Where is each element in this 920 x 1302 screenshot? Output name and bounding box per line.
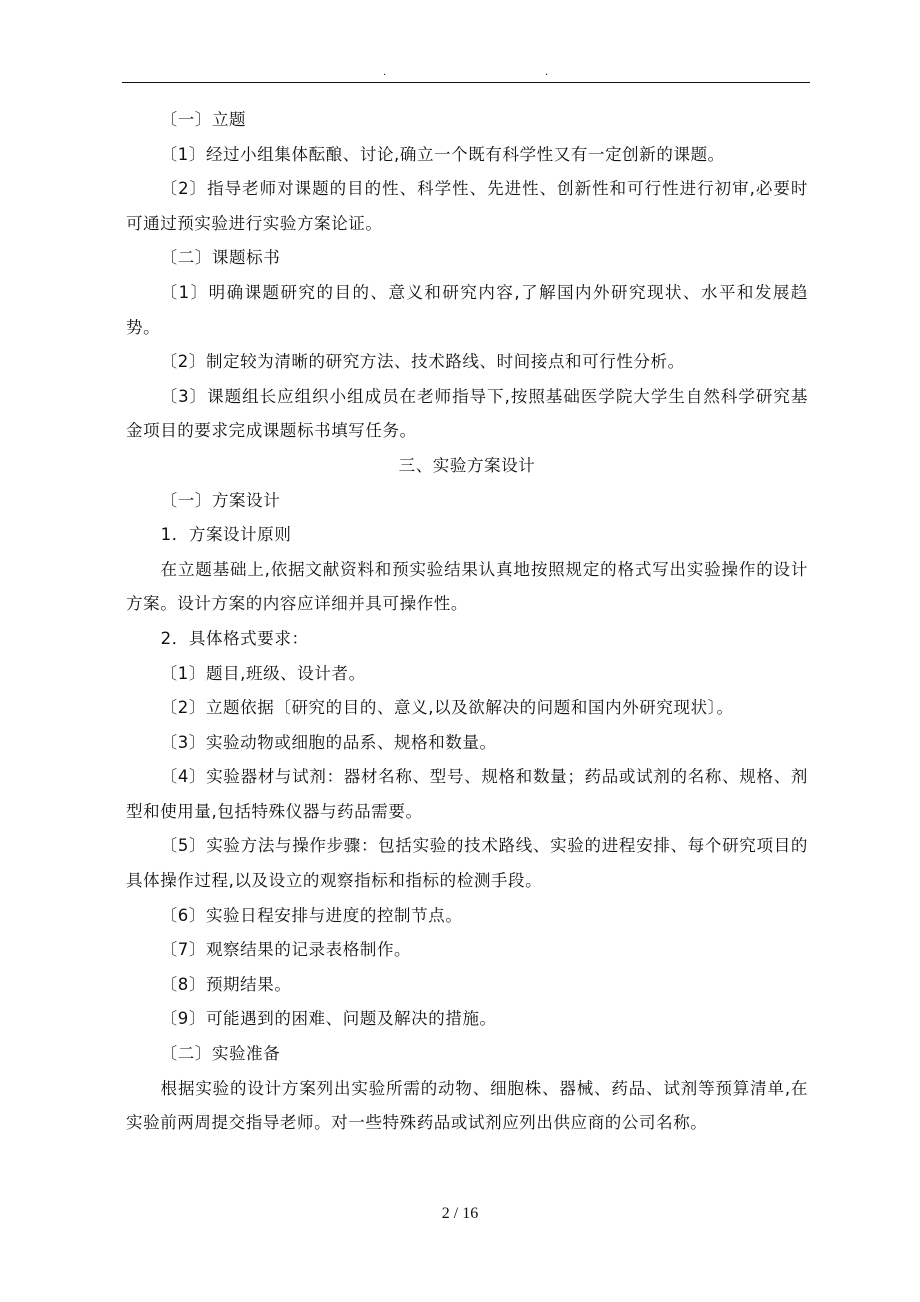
list-item: 〔1〕题目,班级、设计者。 [160,663,366,683]
section-heading-zhunbei: 〔二〕实验准备 [160,1044,281,1064]
list-item: 〔6〕实验日程安排与进度的控制节点。 [160,905,463,925]
page-number: 2 / 16 [441,1205,479,1222]
list-item: 〔2〕制定较为清晰的研究方法、技术路线、时间接点和可行性分析。 [160,352,685,372]
list-item: 〔1〕经过小组集体酝酿、讨论,确立一个既有科学性又有一定创新的课题。 [160,144,725,164]
list-item: 〔2〕立题依据〔研究的目的、意义,以及欲解决的问题和国内外研究现状〕。 [160,698,734,718]
section-heading-biaoshu: 〔二〕课题标书 [160,248,281,268]
subsection-heading: 2．具体格式要求： [160,628,309,648]
body-paragraph: 在立题基础上,依据文献资料和预实验结果认真地按照规定的格式写出实验操作的设计方案。设计方案的内容应详细并具可操作性。 [126,559,808,614]
body-paragraph: 根据实验的设计方案列出实验所需的动物、细胞株、器械、药品、试剂等预算清单,在实验前两周提交指导老师。对一些特殊药品或试剂应列出供应商的公司名称。 [126,1078,808,1133]
list-item: 〔7〕观察结果的记录表格制作。 [160,940,412,960]
list-item: 〔1〕明确课题研究的目的、意义和研究内容,了解国内外研究现状、水平和发展趋势。 [126,282,808,337]
list-item: 〔4〕实验器材与试剂：器材名称、型号、规格和数量；药品或试剂的名称、规格、剂型和使用量,包括特殊仪器与药品需要。 [126,767,808,821]
list-item: 〔2〕指导老师对课题的目的性、科学性、先进性、创新性和可行性进行初审,必要时可通过预实验进行实验方案论证。 [126,179,808,233]
list-item: 〔8〕预期结果。 [160,974,292,994]
document-body [126,103,808,1141]
header-dot-left: . [383,67,387,78]
subsection-heading: 1．方案设计原则 [160,525,292,545]
list-item: 〔3〕实验动物或细胞的品系、规格和数量。 [160,732,497,752]
list-item: 〔9〕可能遇到的困难、问题及解决的措施。 [160,1009,497,1029]
chapter-heading: 三、实验方案设计 [398,455,536,475]
list-item: 〔5〕实验方法与操作步骤：包括实验的技术路线、实验的进程安排、每个研究项目的具体操作过程,以及设立的观察指标和指标的检测手段。 [126,836,808,891]
section-heading-lixuan: 〔一〕立题 [160,110,247,129]
header-rule [122,82,810,83]
list-item: 〔3〕课题组长应组织小组成员在老师指导下,按照基础医学院大学生自然科学研究基金项目的要求完成课题标书填写任务。 [126,386,808,441]
page-header [0,68,920,80]
header-dot-right: . [545,67,549,78]
section-heading-fangan: 〔一〕方案设计 [160,490,281,510]
